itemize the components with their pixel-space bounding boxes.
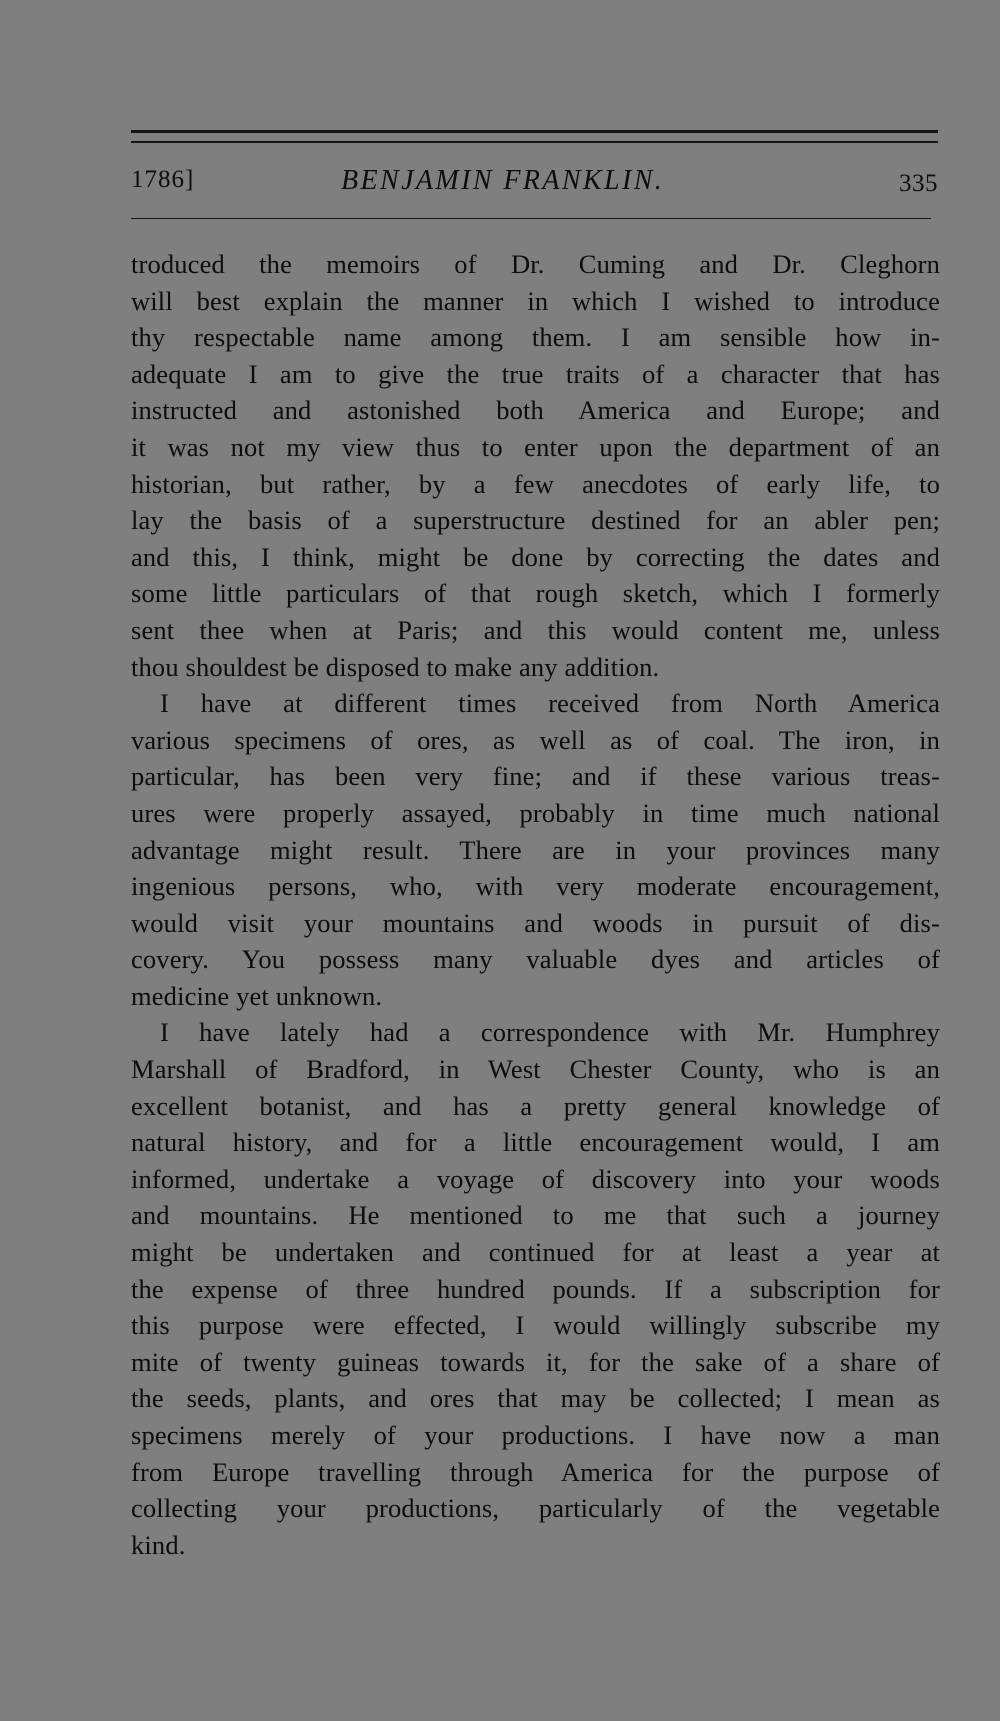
text-line: historian, but rather, by a few anecdotes of early life, to <box>131 468 940 499</box>
text-line: lay the basis of a superstructure destined for an abler pen; <box>131 505 940 536</box>
text-line: advantage might result. There are in your provinces many <box>131 834 940 865</box>
text-line: various specimens of ores, as well as of coal. The iron, in <box>131 724 940 755</box>
text-line: I have at different times received from North America <box>160 688 940 719</box>
text-line: adequate I am to give the true traits of a character that has <box>131 358 940 389</box>
text-line: informed, undertake a voyage of discovery into your woods <box>131 1163 940 1194</box>
text-line: natural history, and for a little encouragement would, I am <box>131 1127 940 1158</box>
text-line: troduced the memoirs of Dr. Cuming and Dr. Cleghorn <box>131 249 940 279</box>
header-rule-thick <box>131 130 938 133</box>
text-line: and mountains. He mentioned to me that such a journey <box>131 1200 940 1231</box>
text-line: covery. You possess many valuable dyes and articles of <box>131 944 940 975</box>
text-line: from Europe travelling through America for the purpose of <box>131 1456 940 1487</box>
text-line: will best explain the manner in which I wished to introduce <box>131 285 940 316</box>
text-line: particular, has been very fine; and if these various treas- <box>131 761 940 792</box>
text-line: might be undertaken and continued for at least a year at <box>131 1237 940 1268</box>
text-line: medicine yet unknown. <box>131 980 383 1011</box>
body-text <box>131 246 940 1563</box>
header-rule-thin <box>131 141 938 143</box>
text-line: I have lately had a correspondence with Mr. Humphrey <box>160 1017 940 1048</box>
text-line: some little particulars of that rough sketch, which I formerly <box>131 578 940 609</box>
text-line: Marshall of Bradford, in West Chester County, who is an <box>131 1054 940 1085</box>
text-line: ingenious persons, who, with very moderate encouragement, <box>131 871 940 902</box>
text-line: instructed and astonished both America and Europe; and <box>131 395 940 426</box>
text-line: sent thee when at Paris; and this would content me, unless <box>131 614 940 645</box>
text-line: ures were properly assayed, probably in time much national <box>131 797 940 828</box>
text-line: mite of twenty guineas towards it, for the sake of a share of <box>131 1346 940 1377</box>
running-head <box>131 166 938 206</box>
text-line: it was not my view thus to enter upon the department of an <box>131 431 940 462</box>
text-line: specimens merely of your productions. I have now a man <box>131 1420 940 1450</box>
running-head-title: BENJAMIN FRANKLIN. <box>341 165 665 196</box>
text-line: would visit your mountains and woods in pursuit of dis- <box>131 907 940 938</box>
text-line: kind. <box>131 1529 186 1560</box>
text-line: collecting your productions, particularly of the vegetable <box>131 1493 940 1524</box>
page-number: 335 <box>899 170 938 197</box>
text-line: and this, I think, might be done by correcting the dates and <box>131 541 940 572</box>
text-line: the seeds, plants, and ores that may be collected; I mean as <box>131 1383 940 1414</box>
running-head-year: 1786] <box>131 166 195 193</box>
running-head-underline <box>131 218 931 219</box>
text-line: thy respectable name among them. I am sensible how in- <box>131 322 940 353</box>
text-line: excellent botanist, and has a pretty general knowledge of <box>131 1090 940 1121</box>
text-line: this purpose were effected, I would willingly subscribe my <box>131 1310 940 1341</box>
text-line: the expense of three hundred pounds. If a subscription for <box>131 1273 940 1304</box>
text-line: thou shouldest be disposed to make any addition. <box>131 651 660 682</box>
